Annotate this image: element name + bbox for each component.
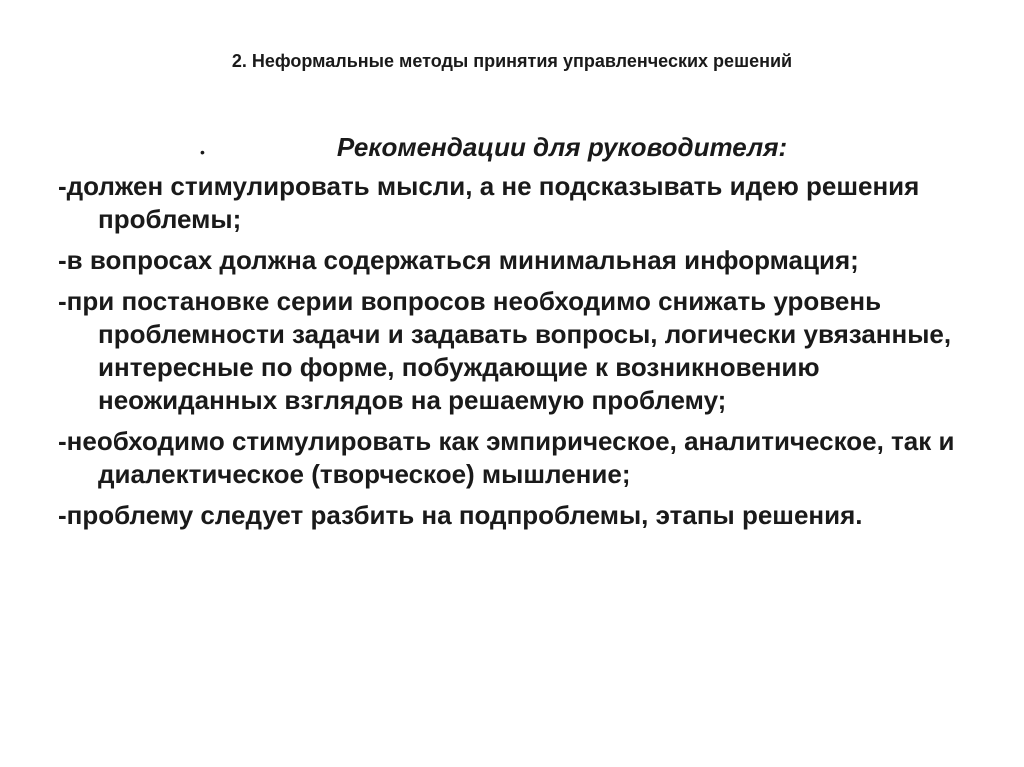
subheading-row: [0, 130, 1024, 166]
subheading: Рекомендации для руководителя:: [336, 132, 788, 162]
list-item: -при постановке серии вопросов необходимо снижать уровень проблемности задачи и задавать вопросы, логически увязанные, интересные по форме, побуждающие к возникновению неожиданных взглядов на решаемую проблему;: [58, 286, 952, 415]
recommendations-list: [58, 170, 998, 540]
list-item: -в вопросах должна содержаться минимальная информация;: [58, 245, 859, 275]
list-item: -проблему следует разбить на подпроблемы, этапы решения.: [58, 500, 863, 530]
list-item: -должен стимулировать мысли, а не подсказывать идею решения проблемы;: [58, 171, 920, 234]
bullet-dot: •: [200, 144, 205, 160]
slide-title: 2. Неформальные методы принятия управленческих решений: [231, 51, 793, 71]
list-item: -необходимо стимулировать как эмпирическое, аналитическое, так и диалектическое (творческое) мышление;: [58, 426, 955, 489]
